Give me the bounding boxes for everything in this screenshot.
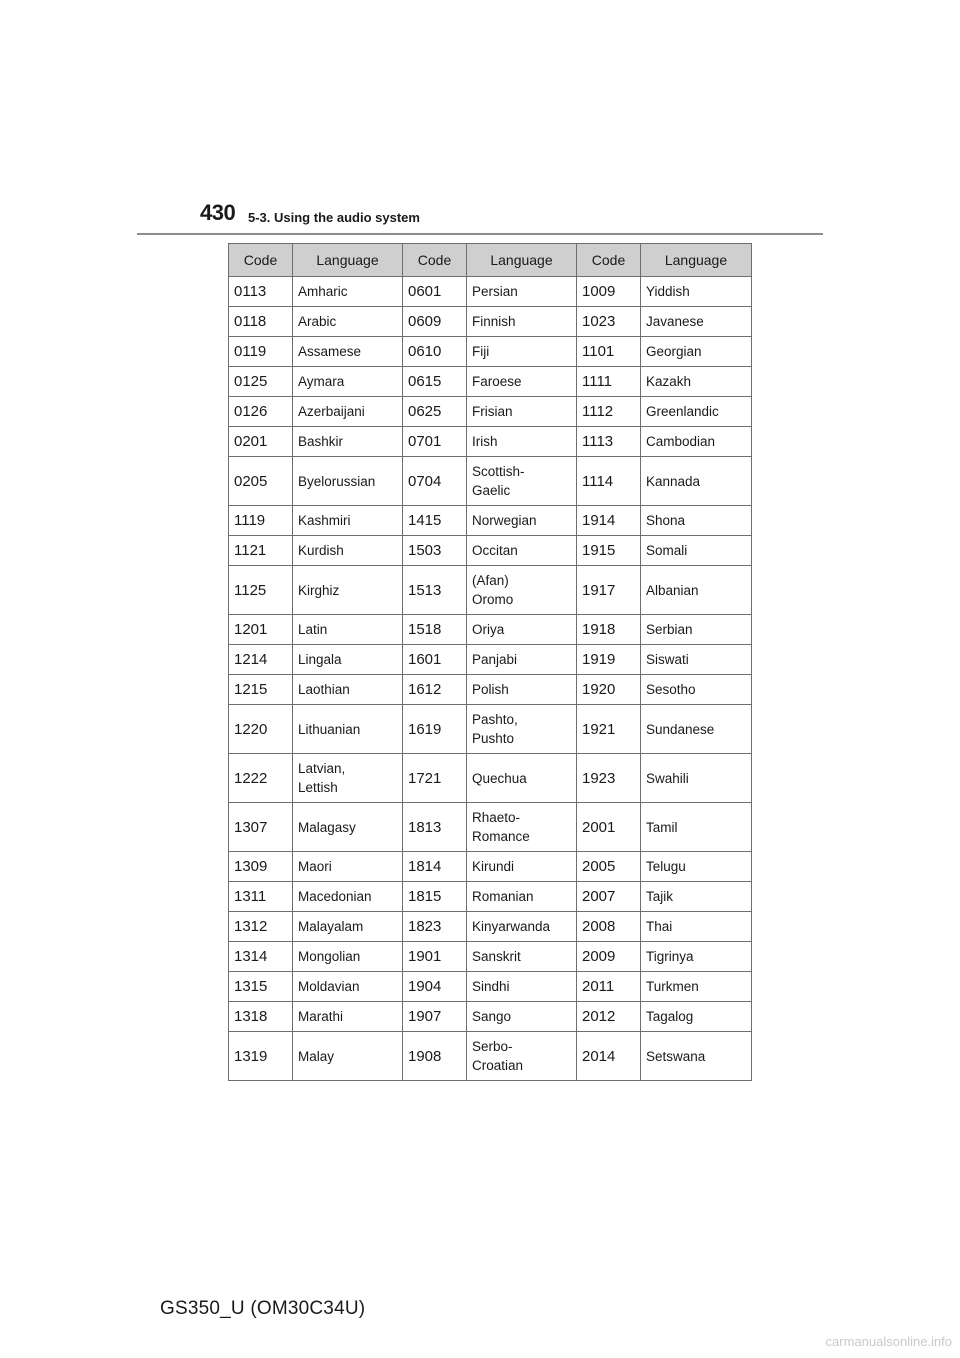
language-code-cell: 1601 [403, 645, 467, 675]
language-name-cell: Assamese [293, 337, 403, 367]
language-name-cell: Aymara [293, 367, 403, 397]
language-name-cell: Lithuanian [293, 705, 403, 754]
language-name-cell: Kirghiz [293, 566, 403, 615]
language-name-cell: Shona [641, 506, 752, 536]
table-row [229, 307, 752, 337]
column-header: Language [641, 244, 752, 277]
language-code-cell: 1121 [229, 536, 293, 566]
table-row [229, 705, 752, 754]
language-name-cell: Tagalog [641, 1002, 752, 1032]
language-code-cell: 0119 [229, 337, 293, 367]
language-code-cell: 1612 [403, 675, 467, 705]
language-name-cell: Sesotho [641, 675, 752, 705]
language-name-cell: Thai [641, 912, 752, 942]
language-name-cell: Pashto, Pushto [467, 705, 577, 754]
language-name-cell: Mongolian [293, 942, 403, 972]
language-code-cell: 1314 [229, 942, 293, 972]
language-code-cell: 1814 [403, 852, 467, 882]
language-code-cell: 1721 [403, 754, 467, 803]
language-name-cell: Oriya [467, 615, 577, 645]
language-code-cell: 0610 [403, 337, 467, 367]
language-code-cell: 1919 [577, 645, 641, 675]
language-code-cell: 0118 [229, 307, 293, 337]
language-code-cell: 1119 [229, 506, 293, 536]
table-row [229, 852, 752, 882]
language-code-cell: 1214 [229, 645, 293, 675]
language-name-cell: Greenlandic [641, 397, 752, 427]
language-code-cell: 0113 [229, 277, 293, 307]
language-code-cell: 1215 [229, 675, 293, 705]
language-code-cell: 1823 [403, 912, 467, 942]
language-code-cell: 2007 [577, 882, 641, 912]
language-name-cell: Polish [467, 675, 577, 705]
language-code-cell: 1908 [403, 1032, 467, 1081]
table-row [229, 337, 752, 367]
language-code-cell: 0701 [403, 427, 467, 457]
language-code-cell: 0125 [229, 367, 293, 397]
language-name-cell: Sindhi [467, 972, 577, 1002]
language-name-cell: Kinyarwanda [467, 912, 577, 942]
language-name-cell: Norwegian [467, 506, 577, 536]
language-code-cell: 1920 [577, 675, 641, 705]
language-code-cell: 1101 [577, 337, 641, 367]
language-code-cell: 1112 [577, 397, 641, 427]
language-code-cell: 0704 [403, 457, 467, 506]
language-name-cell: Kashmiri [293, 506, 403, 536]
language-code-cell: 1904 [403, 972, 467, 1002]
language-code-cell: 2001 [577, 803, 641, 852]
language-name-cell: Serbo- Croatian [467, 1032, 577, 1081]
table-body [229, 277, 752, 1081]
language-name-cell: Quechua [467, 754, 577, 803]
language-name-cell: Georgian [641, 337, 752, 367]
language-name-cell: Occitan [467, 536, 577, 566]
table-row [229, 457, 752, 506]
language-name-cell: Bashkir [293, 427, 403, 457]
language-name-cell: Moldavian [293, 972, 403, 1002]
language-code-cell: 1315 [229, 972, 293, 1002]
language-code-cell: 0609 [403, 307, 467, 337]
language-code-cell: 0601 [403, 277, 467, 307]
language-code-cell: 1220 [229, 705, 293, 754]
table-row [229, 754, 752, 803]
language-name-cell: Panjabi [467, 645, 577, 675]
language-name-cell: Lingala [293, 645, 403, 675]
language-code-cell: 1915 [577, 536, 641, 566]
language-code-table [228, 243, 752, 1081]
language-code-cell: 1923 [577, 754, 641, 803]
watermark: carmanualsonline.info [825, 1334, 952, 1349]
language-code-cell: 1914 [577, 506, 641, 536]
table-row [229, 566, 752, 615]
language-name-cell: Sundanese [641, 705, 752, 754]
language-code-cell: 1907 [403, 1002, 467, 1032]
language-name-cell: Tamil [641, 803, 752, 852]
language-code-cell: 2011 [577, 972, 641, 1002]
language-name-cell: Fiji [467, 337, 577, 367]
language-name-cell: Kannada [641, 457, 752, 506]
language-name-cell: Serbian [641, 615, 752, 645]
language-name-cell: (Afan) Oromo [467, 566, 577, 615]
language-code-cell: 1319 [229, 1032, 293, 1081]
language-name-cell: Somali [641, 536, 752, 566]
language-name-cell: Setswana [641, 1032, 752, 1081]
language-name-cell: Scottish- Gaelic [467, 457, 577, 506]
language-name-cell: Telugu [641, 852, 752, 882]
language-code-cell: 1813 [403, 803, 467, 852]
table-row [229, 882, 752, 912]
language-name-cell: Laothian [293, 675, 403, 705]
language-name-cell: Frisian [467, 397, 577, 427]
language-code-cell: 1619 [403, 705, 467, 754]
table-row [229, 615, 752, 645]
language-code-cell: 1921 [577, 705, 641, 754]
language-code-cell: 1307 [229, 803, 293, 852]
table-row [229, 1032, 752, 1081]
language-code-cell: 1415 [403, 506, 467, 536]
language-name-cell: Malay [293, 1032, 403, 1081]
table-row [229, 427, 752, 457]
table-header-row [229, 244, 752, 277]
language-name-cell: Javanese [641, 307, 752, 337]
table-row [229, 536, 752, 566]
language-name-cell: Kirundi [467, 852, 577, 882]
language-code-cell: 1918 [577, 615, 641, 645]
language-name-cell: Faroese [467, 367, 577, 397]
language-code-cell: 1815 [403, 882, 467, 912]
language-code-cell: 1318 [229, 1002, 293, 1032]
table-row [229, 397, 752, 427]
language-code-cell: 0615 [403, 367, 467, 397]
model-code: GS350_U (OM30C34U) [160, 1298, 366, 1319]
column-header: Code [229, 244, 293, 277]
language-name-cell: Maori [293, 852, 403, 882]
language-name-cell: Irish [467, 427, 577, 457]
language-name-cell: Siswati [641, 645, 752, 675]
table-row [229, 1002, 752, 1032]
column-header: Language [293, 244, 403, 277]
language-name-cell: Arabic [293, 307, 403, 337]
language-name-cell: Romanian [467, 882, 577, 912]
table-row [229, 972, 752, 1002]
page-number: 430 [200, 200, 236, 225]
language-name-cell: Azerbaijani [293, 397, 403, 427]
language-name-cell: Swahili [641, 754, 752, 803]
language-name-cell: Byelorussian [293, 457, 403, 506]
language-name-cell: Persian [467, 277, 577, 307]
language-name-cell: Malayalam [293, 912, 403, 942]
language-code-cell: 1311 [229, 882, 293, 912]
language-name-cell: Albanian [641, 566, 752, 615]
language-name-cell: Sango [467, 1002, 577, 1032]
language-name-cell: Kazakh [641, 367, 752, 397]
language-code-cell: 1513 [403, 566, 467, 615]
column-header: Language [467, 244, 577, 277]
language-name-cell: Yiddish [641, 277, 752, 307]
language-code-cell: 1201 [229, 615, 293, 645]
language-code-cell: 2014 [577, 1032, 641, 1081]
language-code-cell: 0126 [229, 397, 293, 427]
language-code-cell: 1312 [229, 912, 293, 942]
column-header: Code [577, 244, 641, 277]
language-code-cell: 1222 [229, 754, 293, 803]
language-code-cell: 1917 [577, 566, 641, 615]
language-name-cell: Marathi [293, 1002, 403, 1032]
table-row [229, 277, 752, 307]
language-code-cell: 2012 [577, 1002, 641, 1032]
table-row [229, 645, 752, 675]
language-code-cell: 1111 [577, 367, 641, 397]
language-code-cell: 2008 [577, 912, 641, 942]
language-code-cell: 0201 [229, 427, 293, 457]
language-code-cell: 0205 [229, 457, 293, 506]
language-code-cell: 1901 [403, 942, 467, 972]
language-code-cell: 1023 [577, 307, 641, 337]
language-name-cell: Finnish [467, 307, 577, 337]
language-name-cell: Turkmen [641, 972, 752, 1002]
language-name-cell: Malagasy [293, 803, 403, 852]
language-name-cell: Amharic [293, 277, 403, 307]
table-row [229, 942, 752, 972]
language-code-cell: 1503 [403, 536, 467, 566]
language-name-cell: Tajik [641, 882, 752, 912]
language-name-cell: Latvian, Lettish [293, 754, 403, 803]
table-row [229, 803, 752, 852]
language-code-cell: 2005 [577, 852, 641, 882]
language-name-cell: Tigrinya [641, 942, 752, 972]
language-name-cell: Kurdish [293, 536, 403, 566]
column-header: Code [403, 244, 467, 277]
language-name-cell: Rhaeto- Romance [467, 803, 577, 852]
language-name-cell: Latin [293, 615, 403, 645]
table-row [229, 506, 752, 536]
language-code-cell: 1009 [577, 277, 641, 307]
language-name-cell: Sanskrit [467, 942, 577, 972]
table-row [229, 912, 752, 942]
section-title: 5-3. Using the audio system [248, 210, 420, 225]
language-code-cell: 1125 [229, 566, 293, 615]
language-code-cell: 0625 [403, 397, 467, 427]
language-name-cell: Macedonian [293, 882, 403, 912]
language-name-cell: Cambodian [641, 427, 752, 457]
table-row [229, 675, 752, 705]
language-code-cell: 1114 [577, 457, 641, 506]
header-divider [137, 233, 823, 235]
language-code-cell: 1518 [403, 615, 467, 645]
language-code-cell: 1113 [577, 427, 641, 457]
table-row [229, 367, 752, 397]
language-code-cell: 1309 [229, 852, 293, 882]
language-code-cell: 2009 [577, 942, 641, 972]
